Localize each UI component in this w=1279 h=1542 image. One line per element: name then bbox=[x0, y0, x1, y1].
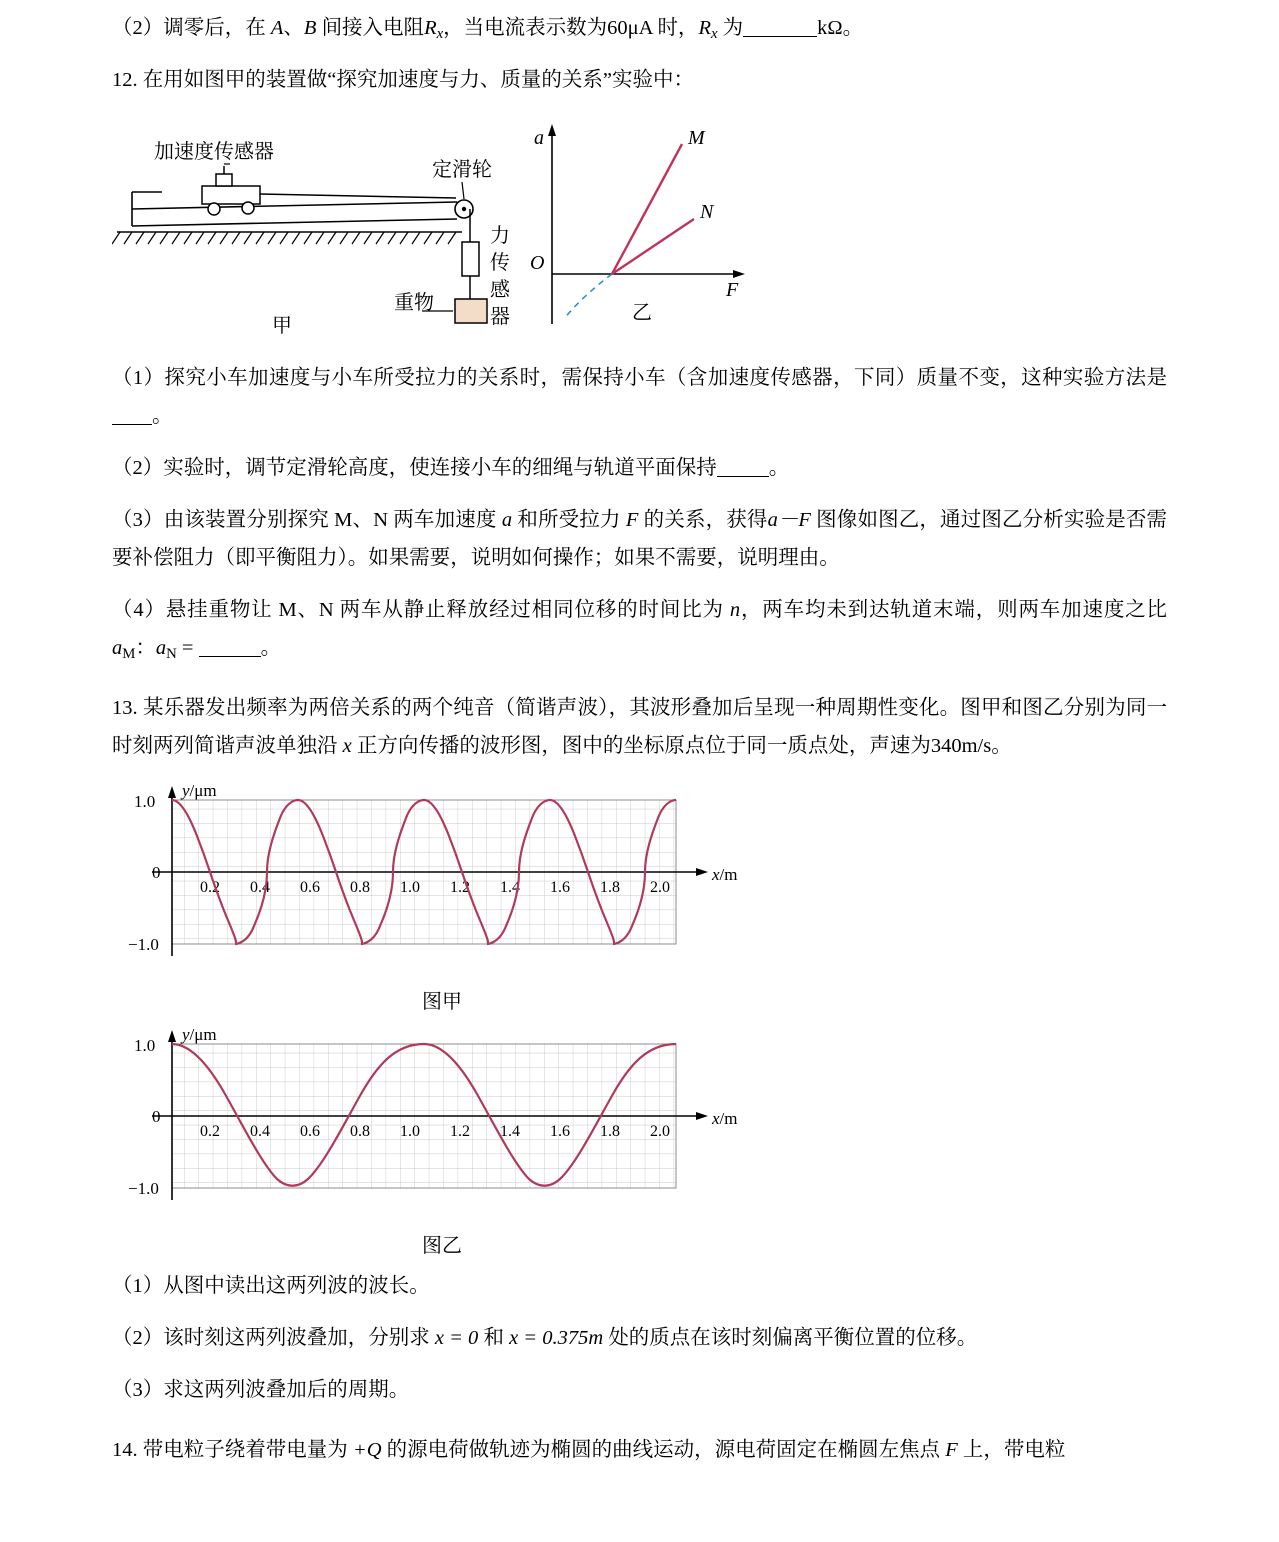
question-12-stem bbox=[112, 62, 1167, 100]
curve-N bbox=[612, 219, 694, 274]
svg-text:1.2: 1.2 bbox=[450, 1123, 470, 1141]
symbol-aM: a bbox=[112, 636, 123, 659]
q11-mid3: ，当电流表示数为 bbox=[443, 17, 608, 39]
q12-p2-end: 。 bbox=[768, 457, 790, 480]
svg-text:0.6: 0.6 bbox=[300, 879, 320, 897]
wave1-xlabel: x/m bbox=[712, 865, 738, 885]
force-sensor-body bbox=[462, 242, 479, 276]
svg-text:1.8: 1.8 bbox=[600, 879, 620, 897]
wave2-ylabel: y/μm bbox=[182, 1025, 217, 1045]
svg-text:2.0: 2.0 bbox=[650, 879, 670, 897]
q12-p2-text: （2）实验时，调节定滑轮高度，使连接小车的细绳与轨道平面保持 bbox=[112, 457, 717, 480]
wave2-ytick-0: 0 bbox=[152, 1107, 161, 1127]
curve-M bbox=[612, 144, 682, 274]
symbol-aM-sub: M bbox=[122, 646, 136, 663]
figure-wave-yi bbox=[112, 1024, 1167, 1258]
svg-text:0.4: 0.4 bbox=[250, 879, 270, 897]
svg-text:1.0: 1.0 bbox=[400, 1123, 420, 1141]
symbol-F: F bbox=[625, 509, 639, 532]
q13-p2b: 和 bbox=[478, 1327, 510, 1350]
question-13-part-2 bbox=[112, 1320, 1167, 1358]
q13-stem3: 。 bbox=[991, 735, 1012, 758]
svg-text:1.6: 1.6 bbox=[550, 1123, 570, 1141]
svg-text:1.2: 1.2 bbox=[450, 879, 470, 897]
q12-p1-text: （1）探究小车加速度与小车所受拉力的关系时，需保持小车（含加速度传感器，下同）质量不变，这种实验方法是 bbox=[112, 367, 1167, 390]
q13-number: 13. bbox=[112, 697, 138, 720]
svg-text:1.0: 1.0 bbox=[400, 879, 420, 897]
wave2-ytick-1: 1.0 bbox=[134, 1036, 156, 1056]
svg-text:0.8: 0.8 bbox=[350, 879, 370, 897]
svg-text:1.8: 1.8 bbox=[600, 1123, 620, 1141]
rx2-symbol: R bbox=[698, 17, 711, 39]
q14-number: 14. bbox=[112, 1438, 138, 1461]
ratio-colon: ： bbox=[135, 636, 156, 659]
wave2-caption-wrap bbox=[112, 1229, 772, 1258]
label-jia: 甲 bbox=[272, 315, 292, 338]
q12-number: 12. bbox=[112, 69, 138, 92]
q13-p1-text: （1）从图中读出这两列波的波长。 bbox=[112, 1275, 430, 1298]
wave2-caption: 图乙 bbox=[422, 1235, 462, 1258]
q13-p2a: （2）该时刻这两列波叠加，分别求 bbox=[112, 1327, 435, 1350]
question-13-part-3 bbox=[112, 1372, 1167, 1410]
q13-p3-text: （3）求这两列波叠加后的周期。 bbox=[112, 1379, 410, 1402]
wave-chart-yi bbox=[112, 1024, 772, 1224]
q12-p3c: 的关系，获得 bbox=[638, 509, 768, 532]
question-13-stem bbox=[112, 690, 1167, 766]
label-weight: 重物 bbox=[394, 292, 434, 315]
svg-text:0.6: 0.6 bbox=[300, 1123, 320, 1141]
symbol-aF: a－F bbox=[767, 509, 811, 532]
symbol-aN: a bbox=[155, 636, 167, 659]
charge-symbol: +Q bbox=[352, 1438, 382, 1461]
question-12-part-1 bbox=[112, 360, 1167, 436]
q12-p3d: 图像如图乙，通过图乙分析实验是否需要补偿阻力（即平衡阻力）。如果需要，说明如何操作；如果不需要，说明理由。 bbox=[112, 509, 1168, 570]
wave1-ytick-1: 1.0 bbox=[134, 792, 156, 812]
q12-p1-blank bbox=[112, 404, 152, 426]
axis-label-F: F bbox=[726, 279, 739, 302]
q12-p4-blank bbox=[199, 635, 261, 657]
q13-p2c: 处的质点在该时刻偏离平衡位置的位移。 bbox=[603, 1327, 978, 1350]
question-14 bbox=[112, 1432, 1167, 1470]
symbol-aN-sub: N bbox=[166, 646, 177, 663]
q11-unit: kΩ。 bbox=[817, 17, 864, 39]
symbol-n: n bbox=[729, 598, 741, 621]
figure-12-svg bbox=[112, 114, 832, 344]
wave-chart-jia bbox=[112, 780, 772, 980]
svg-text:0.2: 0.2 bbox=[200, 879, 220, 897]
q12-p1-end: 。 bbox=[152, 405, 173, 428]
wave1-ytick-m1: −1.0 bbox=[128, 935, 159, 955]
question-12-part-3 bbox=[112, 502, 1167, 578]
q12-p2-blank bbox=[717, 456, 769, 478]
axis-origin-O: O bbox=[530, 252, 545, 275]
svg-text:2.0: 2.0 bbox=[650, 1123, 670, 1141]
weight-block bbox=[455, 299, 487, 323]
q14-text-a: 带电粒子绕着带电量为 bbox=[142, 1438, 353, 1461]
graph-a-F bbox=[530, 124, 745, 324]
q11-mid5: 为 bbox=[717, 17, 744, 39]
sound-speed: 340m/s bbox=[930, 735, 992, 758]
q11-prefix: （2）调零后，在 bbox=[112, 17, 271, 39]
label-force-sensor-4: 器 bbox=[490, 306, 510, 329]
q11-mid2: 间接入电阻 bbox=[316, 17, 425, 39]
answer-blank bbox=[743, 16, 817, 38]
point-a: A bbox=[270, 17, 284, 39]
figure-12 bbox=[112, 114, 1167, 344]
q14-text-b: 的源电荷做轨迹为椭圆的曲线运动，源电荷固定在椭圆左焦点 bbox=[381, 1438, 946, 1461]
rx-subscript: x bbox=[436, 26, 444, 43]
rx-symbol: R bbox=[424, 17, 437, 39]
label-acceleration-sensor: 加速度传感器 bbox=[154, 141, 274, 164]
current-value: 60μA bbox=[607, 17, 653, 39]
curve-label-N: N bbox=[700, 201, 714, 224]
label-yi: 乙 bbox=[632, 302, 652, 325]
svg-text:1.4: 1.4 bbox=[500, 1123, 520, 1141]
label-force-sensor-2: 传 bbox=[490, 252, 510, 275]
label-pulley: 定滑轮 bbox=[432, 159, 492, 182]
value-x0375: x = 0.375m bbox=[509, 1327, 604, 1350]
equals-sign: = bbox=[176, 636, 199, 659]
question-12-part-4 bbox=[112, 592, 1167, 668]
q11-mid4: 时， bbox=[652, 17, 699, 39]
question-11-part-2 bbox=[112, 10, 1167, 48]
q11-sep: 、 bbox=[283, 17, 304, 39]
q12-p4a: （4）悬挂重物让 M、N 两车从静止释放经过相同位移的时间比为 bbox=[112, 598, 730, 621]
svg-text:1.6: 1.6 bbox=[550, 879, 570, 897]
wave2-xlabel: x/m bbox=[712, 1109, 738, 1129]
svg-text:0.4: 0.4 bbox=[250, 1123, 270, 1141]
label-force-sensor-1: 力 bbox=[490, 225, 510, 248]
q12-p4-end: 。 bbox=[260, 636, 282, 659]
q14-text-c: 上，带电粒 bbox=[957, 1438, 1066, 1461]
figure-wave-jia bbox=[112, 780, 1167, 1014]
value-x0: x = 0 bbox=[434, 1327, 479, 1350]
q12-stem-text: 在用如图甲的装置做“探究加速度与力、质量的关系”实验中： bbox=[142, 69, 694, 92]
dashed-extension bbox=[564, 274, 612, 319]
question-12-part-2 bbox=[112, 450, 1167, 488]
q12-p3a: （3）由该装置分别探究 M、N 两车加速度 bbox=[112, 509, 502, 532]
q13-stem1: 某乐器发出频率为两倍关系的两个纯音（简谐声波），其波形叠加后呈现一种周期性变化。图甲和图乙分别为同一时刻两列简谐声波单独沿 bbox=[112, 697, 1168, 758]
label-force-sensor-3: 感 bbox=[490, 279, 510, 302]
curve-label-M: M bbox=[688, 127, 705, 150]
wave1-ytick-0: 0 bbox=[152, 863, 161, 883]
rx2-subscript: x bbox=[710, 26, 718, 43]
point-b: B bbox=[303, 17, 317, 39]
pulley bbox=[455, 200, 473, 242]
symbol-a: a bbox=[501, 509, 513, 532]
svg-text:0.2: 0.2 bbox=[200, 1123, 220, 1141]
svg-text:1.4: 1.4 bbox=[500, 879, 520, 897]
svg-text:0.8: 0.8 bbox=[350, 1123, 370, 1141]
q12-p3b: 和所受拉力 bbox=[512, 509, 626, 532]
axis-label-a: a bbox=[534, 127, 544, 150]
wave1-caption: 图甲 bbox=[422, 991, 462, 1014]
q13-stem2: 正方向传播的波形图，图中的坐标原点位于同一质点处，声速为 bbox=[351, 735, 931, 758]
question-13-part-1 bbox=[112, 1268, 1167, 1306]
wave1-ylabel: y/μm bbox=[182, 781, 217, 801]
focus-symbol: F bbox=[945, 1438, 958, 1461]
wave2-ytick-m1: −1.0 bbox=[128, 1179, 159, 1199]
symbol-x: x bbox=[342, 735, 352, 758]
wave1-caption-wrap bbox=[112, 985, 772, 1014]
q12-p4b: ，两车均未到达轨道末端，则两车加速度之比 bbox=[740, 598, 1168, 621]
